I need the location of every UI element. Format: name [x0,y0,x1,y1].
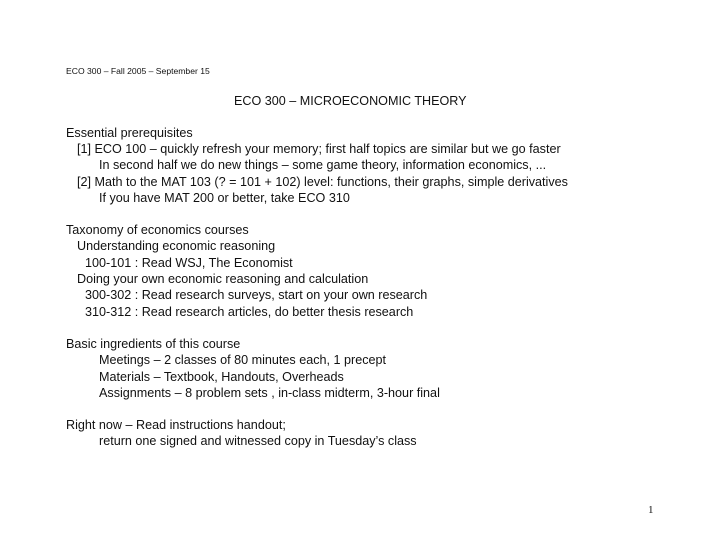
ingredients-item-assignments: Assignments – 8 problem sets , in-class midterm, 3-hour final [99,386,440,400]
page-title: ECO 300 – MICROECONOMIC THEORY [234,94,467,108]
taxonomy-heading: Taxonomy of economics courses [66,223,249,237]
taxonomy-group-2: Doing your own economic reasoning and calculation [77,272,369,286]
prerequisites-heading: Essential prerequisites [66,126,193,140]
prerequisite-item-1-note: In second half we do new things – some game theory, information economics, ... [99,158,547,172]
running-head: ECO 300 – Fall 2005 – September 15 [66,66,210,76]
prerequisite-item-1: [1] ECO 100 – quickly refresh your memory; first half topics are similar but we go faster [77,142,561,156]
prerequisite-item-2: [2] Math to the MAT 103 (? = 101 + 102) level: functions, their graphs, simple derivatives [77,175,568,189]
ingredients-heading: Basic ingredients of this course [66,337,241,351]
page-number: 1 [648,504,654,516]
right-now-heading: Right now – Read instructions handout; [66,418,286,432]
ingredients-item-materials: Materials – Textbook, Handouts, Overheads [99,370,344,384]
taxonomy-group-1: Understanding economic reasoning [77,239,276,253]
taxonomy-group-1-item: 100-101 : Read WSJ, The Economist [85,256,293,270]
right-now-item: return one signed and witnessed copy in Tuesday’s class [99,434,417,448]
taxonomy-group-2-item-1: 300-302 : Read research surveys, start on your own research [85,288,428,302]
ingredients-item-meetings: Meetings – 2 classes of 80 minutes each, 1 precept [99,353,387,367]
taxonomy-group-2-item-2: 310-312 : Read research articles, do better thesis research [85,305,414,319]
prerequisite-item-2-note: If you have MAT 200 or better, take ECO 310 [99,191,350,205]
